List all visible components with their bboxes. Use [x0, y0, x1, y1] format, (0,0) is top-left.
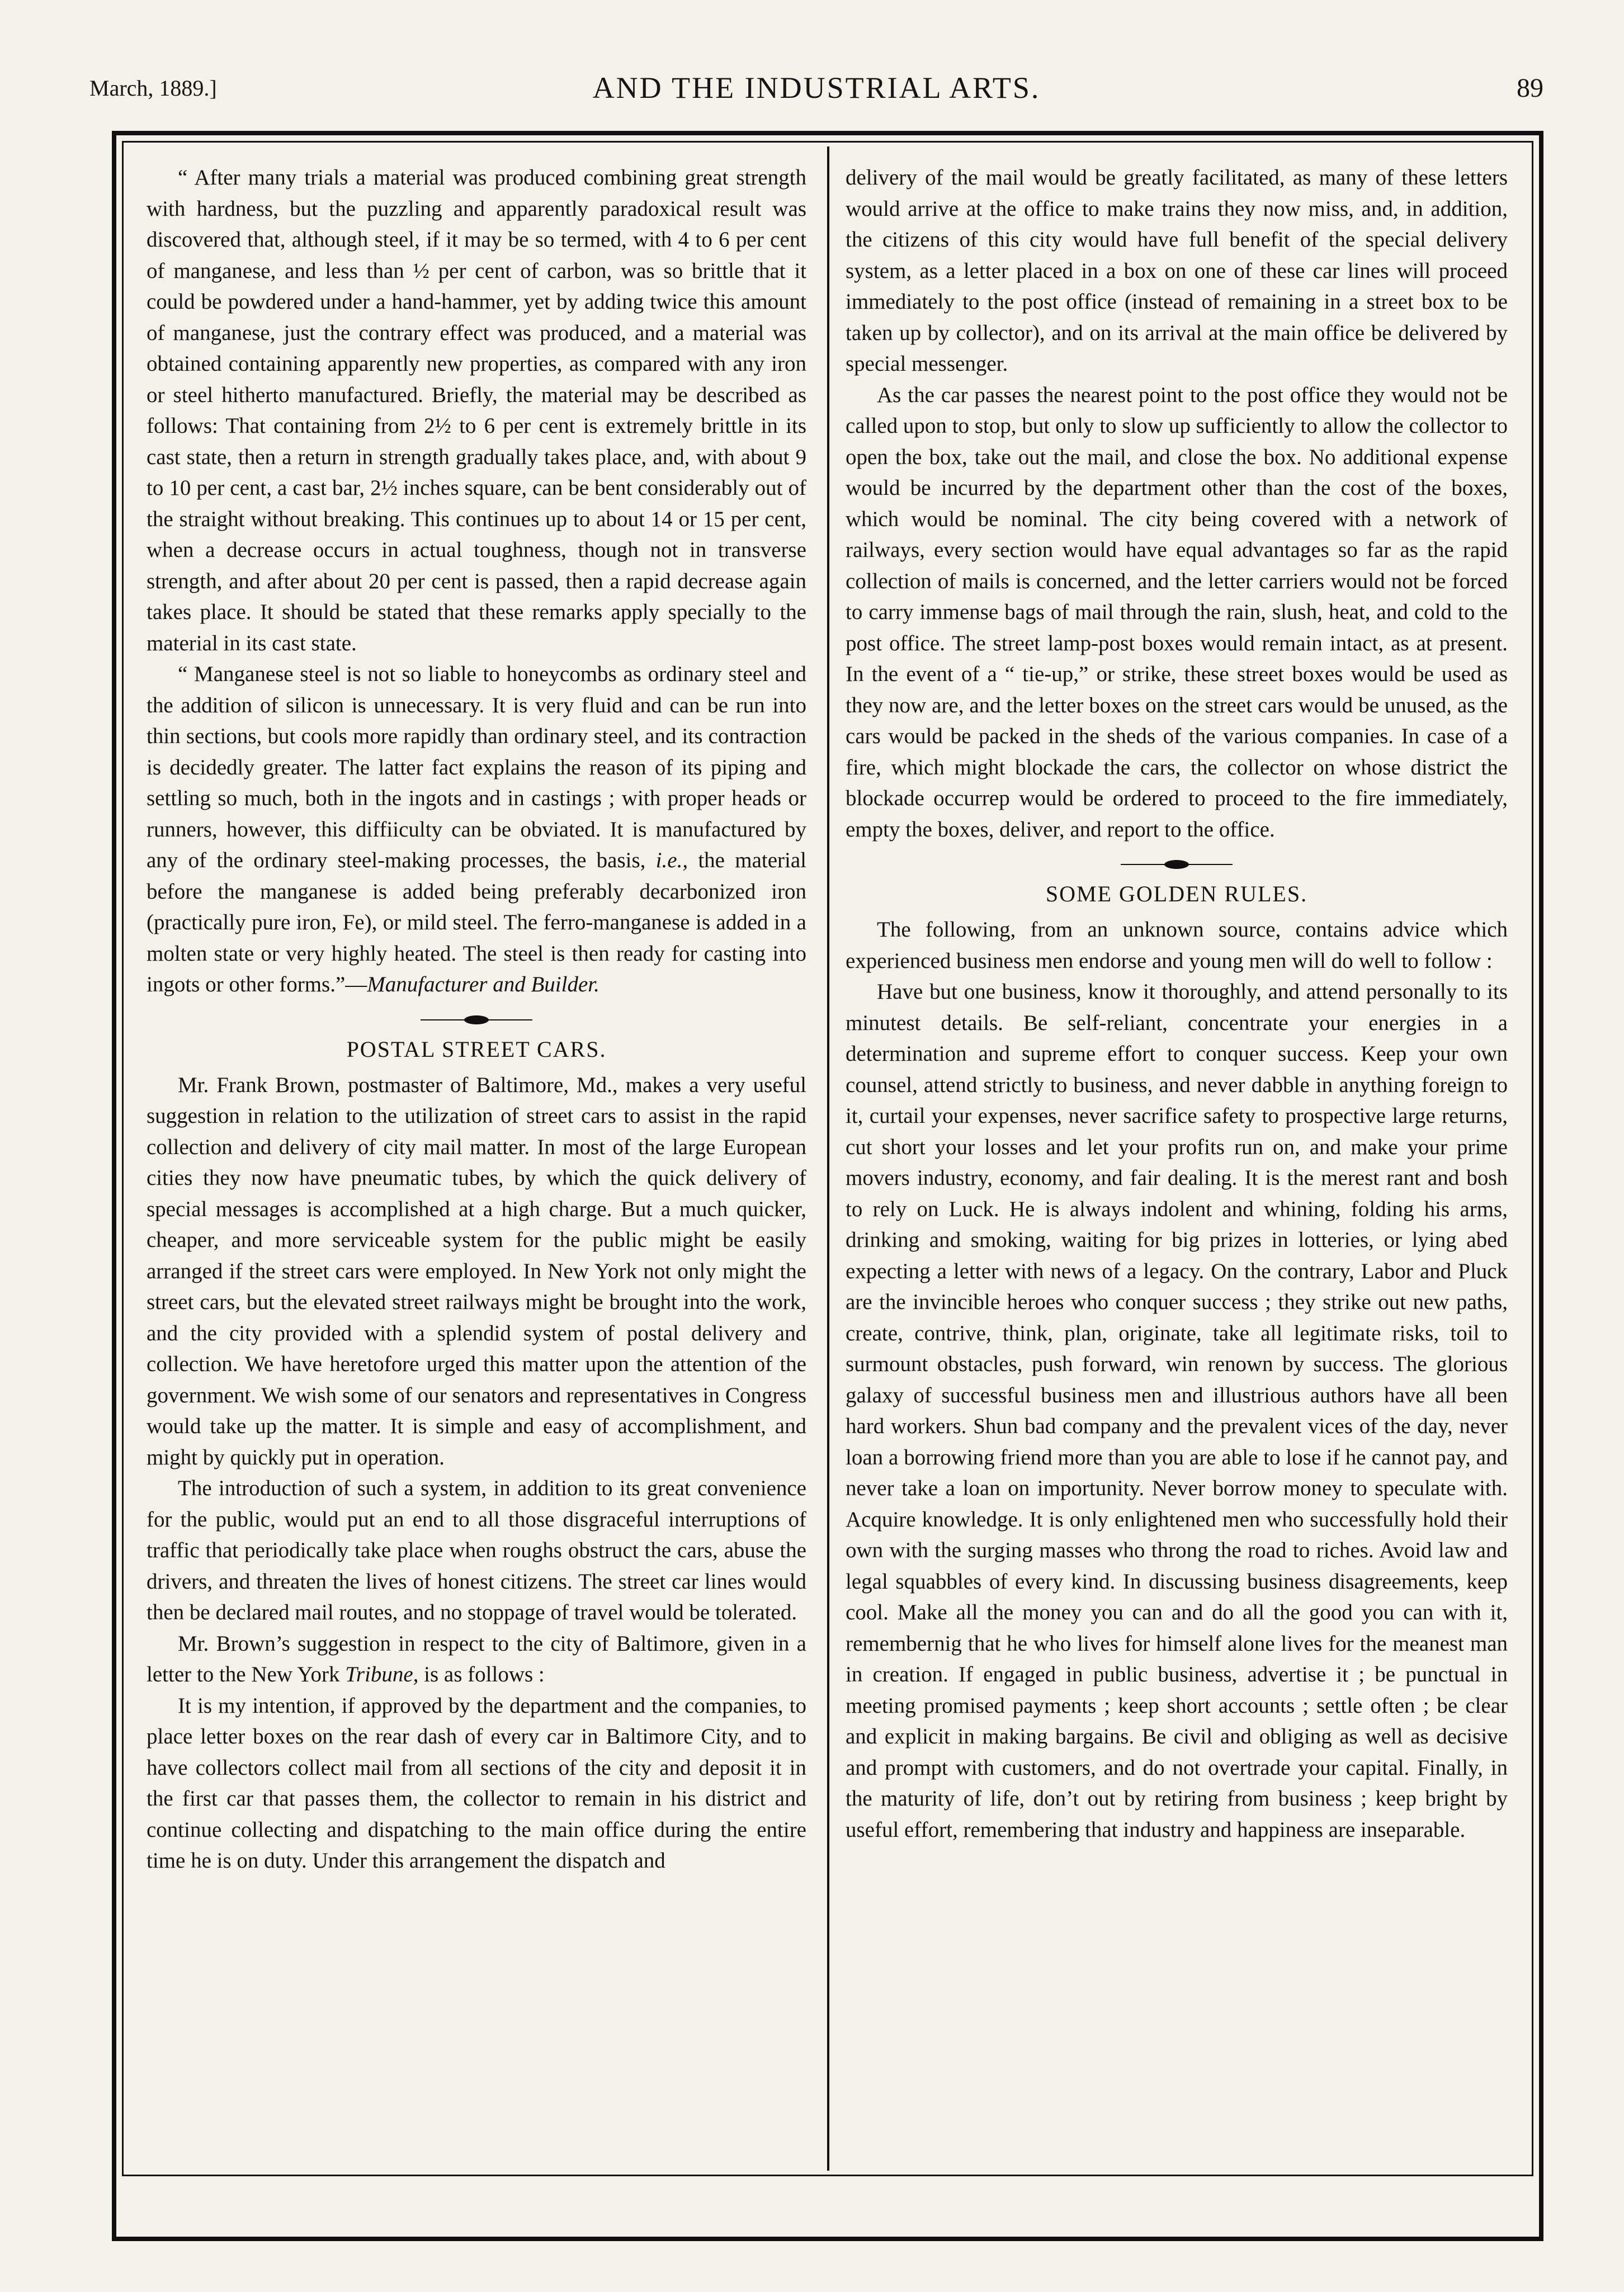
postal-continuation: delivery of the mail would be greatly facilitated, as many of these letters would arrive at the office to make trains they now miss, and, in addition, the citizens of this city would have full benefit of the special delivery system, as a letter placed in a box on one of these car lines will proceed immediately to the post office (instead of remaining in a street box to be taken up by collector), and on its arrival at the main office be delivered by special messenger. [846, 166, 1508, 376]
postal-paragraph-2: The introduction of such a system, in addition to its great convenience for the public, would put an end to all those disgraceful interruptions of traffic that periodically take place when roughs obstruct the cars, abuse the drivers, and threaten the lives of honest citizens. The street car lines would then be declared mail routes, and no stoppage of travel would be tolerated. [147, 1476, 806, 1624]
postal-p3-text: Mr. Brown’s suggestion in respect to the city of Baltimore, given in a letter to the New York [147, 1631, 806, 1686]
golden-rules-body: Have but one business, know it thoroughly, and attend personally to its minutest details. Be self-reliant, concentrate your energies in a determination and supreme effort to conquer success. Keep your own counsel, attend strictly to business, and never dabble in anything foreign to it, curtail your expenses, never sacrifice safety to prospective large returns, cut short your losses and let your profits run on, and make your prime movers industry, economy, and fair dealing. It is the merest rant and bosh to rely on Luck. He is always indolent and whining, folding his arms, drinking and smoking, waiting for big prizes in lotteries, or lying abed expecting a letter with news of a legacy. On the contrary, Labor and Pluck are the invincible heroes who conquer success ; they strike out new paths, create, contrive, think, plan, originate, take all legitimate risks, toil to surmount obstacles, push forward, win renown by success. The glorious galaxy of successful business men and illustrious authors have all been hard workers. Shun bad company and the prevalent vices of the day, never loan a borrowing friend more than you are able to lose if he cannot pay, and never take a loan on importunity. Never borrow money to speculate with. Acquire knowledge. It is only enlightened men who successfully hold their own with the surging masses who throng the road to riches. Avoid law and legal squabbles of every kind. In discussing business disagreements, keep cool. Make all the money you can and do all the good you can with it, remembernig that he who lives for himself alone lives for the meanest man in creation. If engaged in public business, advertise it ; be punctual in meeting promised payments ; keep short accounts ; settle often ; be clear and explicit in making bargains. Be civil and obliging as well as decisive and prompt with customers, and do not overtrade your capital. Finally, in the maturity of life, don’t out by retiring from business ; keep bright by useful effort, remembering that industry and happiness are inseparable. [846, 980, 1508, 1842]
running-title: AND THE INDUSTRIAL ARTS. [592, 71, 1041, 105]
right-column [846, 162, 1508, 2158]
manganese-text-continued: the material before the manganese is added being preferably decarbonized iron (practically pure iron, Fe), or mild steel. The ferro-manganese is added in a molten state or very highly heated. The steel is then ready for casting into ingots or other forms.”— [147, 848, 806, 996]
postal-paragraph-3 [147, 1628, 806, 1690]
source-citation: Manufacturer and Builder. [367, 972, 599, 996]
page-header [89, 66, 1543, 111]
manganese-paragraph-2 [147, 659, 806, 1000]
golden-rules-intro: The following, from an unknown source, contains advice which experienced business men endorse and young men will do well to follow : [846, 918, 1508, 973]
manganese-paragraph-1: “ After many trials a material was produced combining great strength with hardness, but the puzzling and apparently paradoxical result was discovered that, although steel, if it may be so termed, with 4 to 6 per cent of manganese, and less than ½ per cent of carbon, was so brittle that it could be powdered under a hand-hammer, yet by adding twice this amount of manganese, just the contrary effect was produced, and a material was obtained containing apparently new properties, as compared with any iron or steel hitherto manufactured. Briefly, the material may be described as follows: That containing from 2½ to 6 per cent is extremely brittle in its cast state, then a return in strength gradually takes place, and, with about 9 to 10 per cent, a cast bar, 2½ inches square, can be bent considerably out of the straight without breaking. This continues up to about 14 or 15 per cent, when a decrease occurs in actual toughness, though not in transverse strength, and after about 20 per cent is passed, then a rapid decrease again takes place. It should be stated that these remarks apply specially to the material in its cast state. [147, 166, 806, 655]
postal-paragraph-1: Mr. Frank Brown, postmaster of Baltimore, Md., makes a very useful suggestion in relation to the utilization of street cars to assist in the rapid collection and delivery of city mail matter. In most of the large European cities they now have pneumatic tubes, by which the quick delivery of special messages is accomplished at a high charge. But a much quicker, cheaper, and more serviceable system for the public might be easily arranged if the street cars were employed. In New York not only might the street cars, but the elevated street railways might be brought into the work, and the city provided with a splendid system of postal delivery and collection. We have heretofore urged this matter upon the attention of the government. We wish some of our senators and representatives in Congress would take up the matter. It is simple and easy of accomplishment, and might by quickly put in operation. [147, 1072, 806, 1469]
golden-rules-title: SOME GOLDEN RULES. [1045, 881, 1308, 906]
tribune-name: Tribune, [345, 1662, 419, 1686]
page-number: 89 [1517, 73, 1543, 103]
column-divider [827, 147, 829, 2171]
postal-paragraph-4: It is my intention, if approved by the department and the companies, to place letter boxes on the rear dash of every car in Baltimore City, and to have collectors collect mail from all sections of the city and deposit it in the first car that passes them, the collector to remain in his district and continue collecting and dispatching to the main office during the entire time he is on duty. Under this arrangement the dispatch and [147, 1693, 806, 1873]
issue-date: March, 1889.] [89, 75, 217, 101]
postal-p3-text-end: is as follows : [418, 1662, 545, 1686]
manganese-text: “ Manganese steel is not so liable to honeycombs as ordinary steel and the addition of silicon is unnecessary. It is very fluid and can be run into thin sections, but cools more rapidly than ordinary steel, and its contraction is decidedly greater. The latter fact explains the reason of its piping and settling so much, both in the ingots and in castings ; with proper heads or runners, however, this diffiiculty can be obviated. It is manufactured by any of the ordinary steel-making processes, the basis, [147, 662, 806, 872]
postal-street-cars-title: POSTAL STREET CARS. [346, 1036, 607, 1062]
left-column [147, 162, 806, 2158]
postal-paragraph-5: As the car passes the nearest point to the post office they would not be called upon to stop, but only to slow up sufficiently to allow the collector to open the box, take out the mail, and close the box. No additional expense would be incurred by the department other than the cost of the boxes, which would be nominal. The city being covered with a network of railways, every section would have equal advantages so far as the rapid collection of mails is concerned, and the letter carriers would not be forced to carry immense bags of mail through the rain, slush, heat, and cold to the post office. The street lamp-post boxes would remain intact, as at present. In the event of a “ tie-up,” or strike, these street boxes would be used as they now are, and the letter boxes on the street cars would be unused, as the cars would be packed in the sheds of the various companies. In case of a fire, which might blockade the cars, the collector on whose district the blockade occurrep would be ordered to proceed to the fire immediately, empty the boxes, deliver, and report to the office. [846, 382, 1508, 842]
section-separator-ornament [421, 1014, 532, 1026]
ie-abbreviation: i.e., [655, 848, 688, 872]
section-separator-ornament [1121, 858, 1233, 871]
